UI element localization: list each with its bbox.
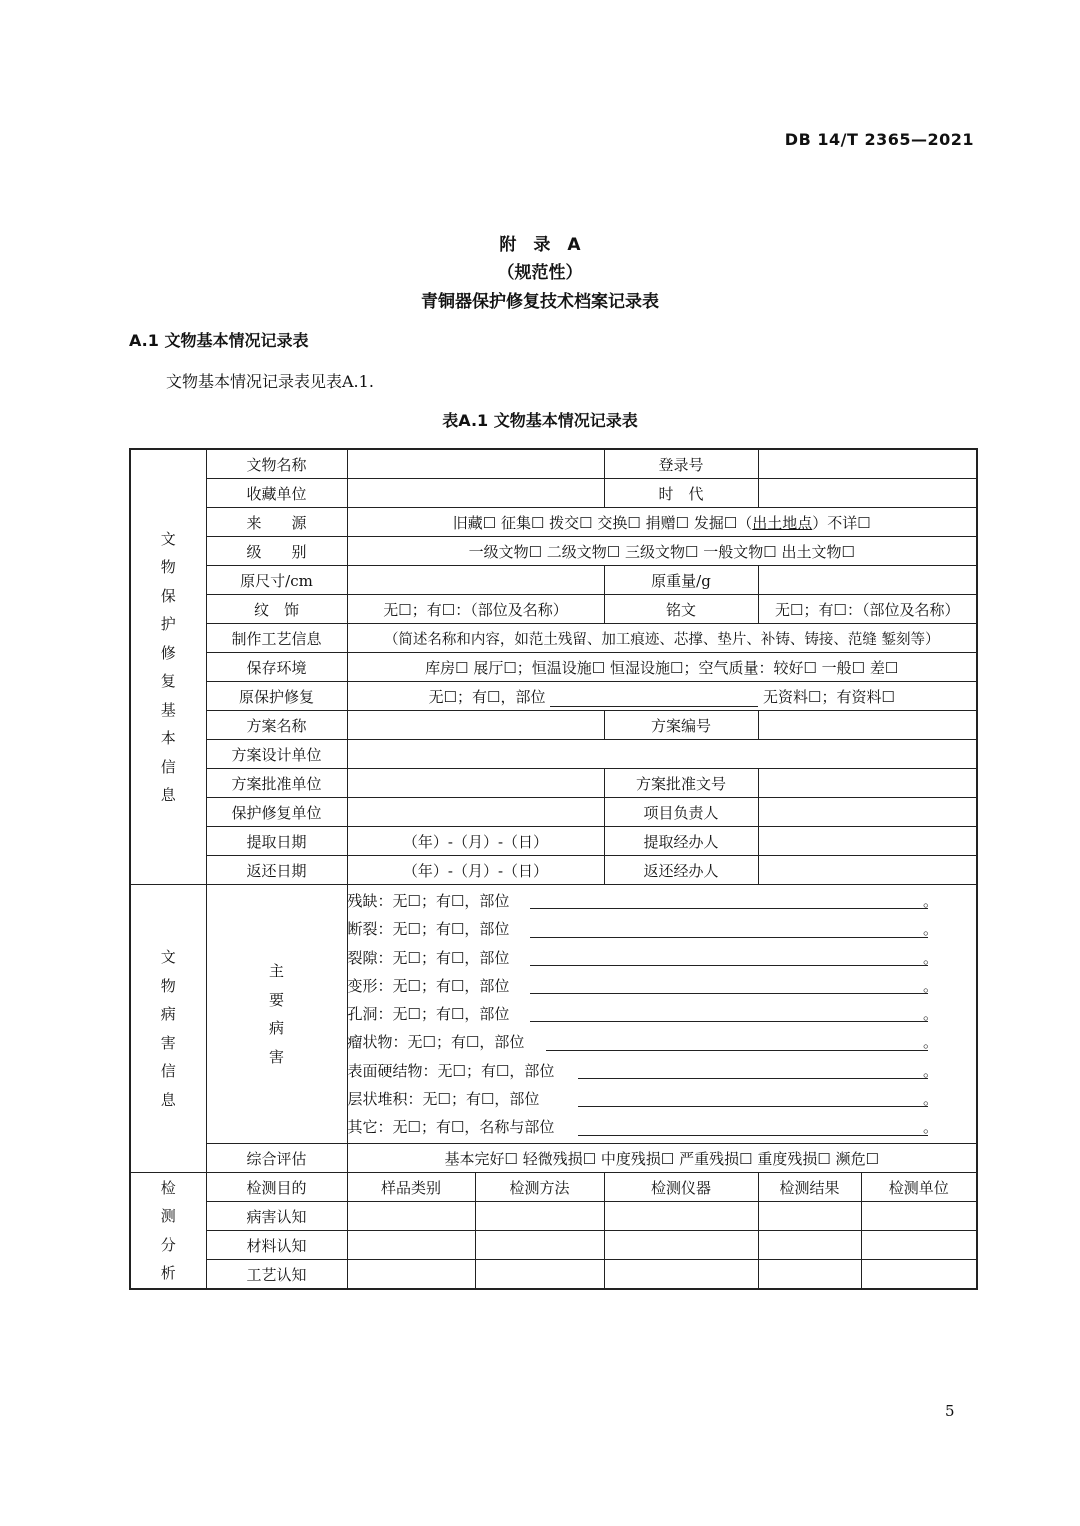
damage-line[interactable]: 残缺：无☐；有☐，部位 。: [347, 892, 938, 910]
inscription-label: 铭文: [604, 595, 758, 624]
level-label: 级 别: [206, 537, 347, 566]
plan-doc-label: 方案批准文号: [604, 769, 758, 798]
plan-no-field[interactable]: [758, 711, 977, 740]
plan-approve-label: 方案批准单位: [206, 769, 347, 798]
group-basic-label: 文 物 保 护 修 复 基 本 信 息: [130, 449, 206, 885]
reg-label: 登录号: [604, 449, 758, 479]
detect-header: 检测结果: [758, 1173, 861, 1202]
detect-cell[interactable]: [347, 1231, 475, 1260]
damage-line[interactable]: 变形：无☐；有☐，部位 。: [347, 976, 938, 995]
main-damage-label: 主 要 病 害: [206, 885, 347, 1144]
appendix-type: （规范性）: [497, 263, 583, 283]
pattern-label: 纹 饰: [206, 595, 347, 624]
plan-approve-field[interactable]: [347, 769, 604, 798]
damage-line[interactable]: 断裂：无☐；有☐，部位 。: [347, 920, 938, 939]
detect-cell[interactable]: [861, 1231, 977, 1260]
size-field[interactable]: [347, 566, 604, 595]
table-caption: 表A.1 文物基本情况记录表: [442, 411, 638, 430]
detect-cell[interactable]: [604, 1231, 758, 1260]
damage-line[interactable]: 其它：无☐；有☐，名称与部位 。: [347, 1118, 938, 1137]
damage-line[interactable]: 孔洞：无☐；有☐，部位 。: [347, 1005, 938, 1024]
detect-header: 检测目的: [206, 1173, 347, 1202]
record-table: [129, 448, 978, 1290]
detect-cell[interactable]: [758, 1260, 861, 1290]
return-agent-field[interactable]: [758, 856, 977, 885]
damage-line[interactable]: 裂隙：无☐；有☐，部位 。: [347, 948, 938, 967]
weight-label: 原重量/g: [604, 566, 758, 595]
inscription-options[interactable]: 无☐；有☐：（部位及名称）: [758, 595, 977, 624]
size-label: 原尺寸/cm: [206, 566, 347, 595]
prev-options[interactable]: 无☐；有☐，部位 无资料☐；有资料☐: [347, 682, 977, 711]
prev-part-blank[interactable]: [550, 692, 758, 707]
assess-options[interactable]: 基本完好☐ 轻微残损☐ 中度残损☐ 严重残损☐ 重度残损☐ 濒危☐: [347, 1144, 977, 1173]
detect-cell[interactable]: [758, 1202, 861, 1231]
detect-cell[interactable]: [758, 1231, 861, 1260]
source-label: 来 源: [206, 508, 347, 537]
take-date-field[interactable]: （年）-（月）-（日）: [347, 827, 604, 856]
project-lead-field[interactable]: [758, 798, 977, 827]
restore-unit-label: 保护修复单位: [206, 798, 347, 827]
collect-field[interactable]: [347, 479, 604, 508]
group-damage-label: 文 物 病 害 信 息: [130, 885, 206, 1173]
detect-cell[interactable]: [475, 1260, 604, 1290]
detect-cell[interactable]: [861, 1202, 977, 1231]
detect-cell[interactable]: [861, 1260, 977, 1290]
damage-list: [347, 885, 977, 1144]
appendix-title: 附 录 A: [499, 235, 581, 255]
assess-label: 综合评估: [206, 1144, 347, 1173]
craft-label: 制作工艺信息: [206, 624, 347, 653]
appendix-name: 青铜器保护修复技术档案记录表: [421, 292, 659, 312]
take-agent-label: 提取经办人: [604, 827, 758, 856]
plan-name-field[interactable]: [347, 711, 604, 740]
page-number: 5: [945, 1402, 955, 1420]
restore-unit-field[interactable]: [347, 798, 604, 827]
section-heading: A.1 文物基本情况记录表: [129, 331, 309, 350]
return-date-field[interactable]: （年）-（月）-（日）: [347, 856, 604, 885]
damage-line[interactable]: 瘤状物：无☐；有☐，部位 。: [347, 1033, 938, 1052]
damage-line[interactable]: 表面硬结物：无☐；有☐，部位 。: [347, 1061, 938, 1080]
detect-header: 样品类别: [347, 1173, 475, 1202]
detect-purpose: 工艺认知: [206, 1260, 347, 1290]
detect-header: 检测仪器: [604, 1173, 758, 1202]
plan-doc-field[interactable]: [758, 769, 977, 798]
return-agent-label: 返还经办人: [604, 856, 758, 885]
project-lead-label: 项目负责人: [604, 798, 758, 827]
detect-header: 检测单位: [861, 1173, 977, 1202]
weight-field[interactable]: [758, 566, 977, 595]
plan-design-field[interactable]: [347, 740, 977, 769]
env-options[interactable]: 库房☐ 展厅☐；恒温设施☐ 恒湿设施☐；空气质量：较好☐ 一般☐ 差☐: [347, 653, 977, 682]
detect-cell[interactable]: [347, 1260, 475, 1290]
reg-field[interactable]: [758, 449, 977, 479]
detect-cell[interactable]: [604, 1260, 758, 1290]
era-label: 时 代: [604, 479, 758, 508]
damage-line[interactable]: 层状堆积：无☐；有☐，部位 。: [347, 1090, 938, 1109]
era-field[interactable]: [758, 479, 977, 508]
craft-field[interactable]: （简述名称和内容，如范土残留、加工痕迹、芯撑、垫片、补铸、铸接、范缝 錾刻等）: [347, 624, 977, 653]
level-options[interactable]: 一级文物☐ 二级文物☐ 三级文物☐ 一般文物☐ 出土文物☐: [347, 537, 977, 566]
detect-header: 检测方法: [475, 1173, 604, 1202]
detect-cell[interactable]: [347, 1202, 475, 1231]
name-label: 文物名称: [206, 449, 347, 479]
detect-purpose: 材料认知: [206, 1231, 347, 1260]
detect-cell[interactable]: [475, 1202, 604, 1231]
group-detect-label: 检 测 分 析: [130, 1173, 206, 1290]
env-label: 保存环境: [206, 653, 347, 682]
prev-label: 原保护修复: [206, 682, 347, 711]
return-date-label: 返还日期: [206, 856, 347, 885]
detect-cell[interactable]: [604, 1202, 758, 1231]
section-text: 文物基本情况记录表见表A.1.: [166, 372, 374, 391]
source-options[interactable]: 旧藏☐ 征集☐ 拨交☐ 交换☐ 捐赠☐ 发掘☐（出土地点）不详☐: [347, 508, 977, 537]
take-agent-field[interactable]: [758, 827, 977, 856]
detect-purpose: 病害认知: [206, 1202, 347, 1231]
standard-code: DB 14/T 2365—2021: [784, 130, 974, 149]
plan-name-label: 方案名称: [206, 711, 347, 740]
pattern-options[interactable]: 无☐；有☐：（部位及名称）: [347, 595, 604, 624]
plan-no-label: 方案编号: [604, 711, 758, 740]
collect-label: 收藏单位: [206, 479, 347, 508]
plan-design-label: 方案设计单位: [206, 740, 347, 769]
detect-cell[interactable]: [475, 1231, 604, 1260]
name-field[interactable]: [347, 449, 604, 479]
take-date-label: 提取日期: [206, 827, 347, 856]
